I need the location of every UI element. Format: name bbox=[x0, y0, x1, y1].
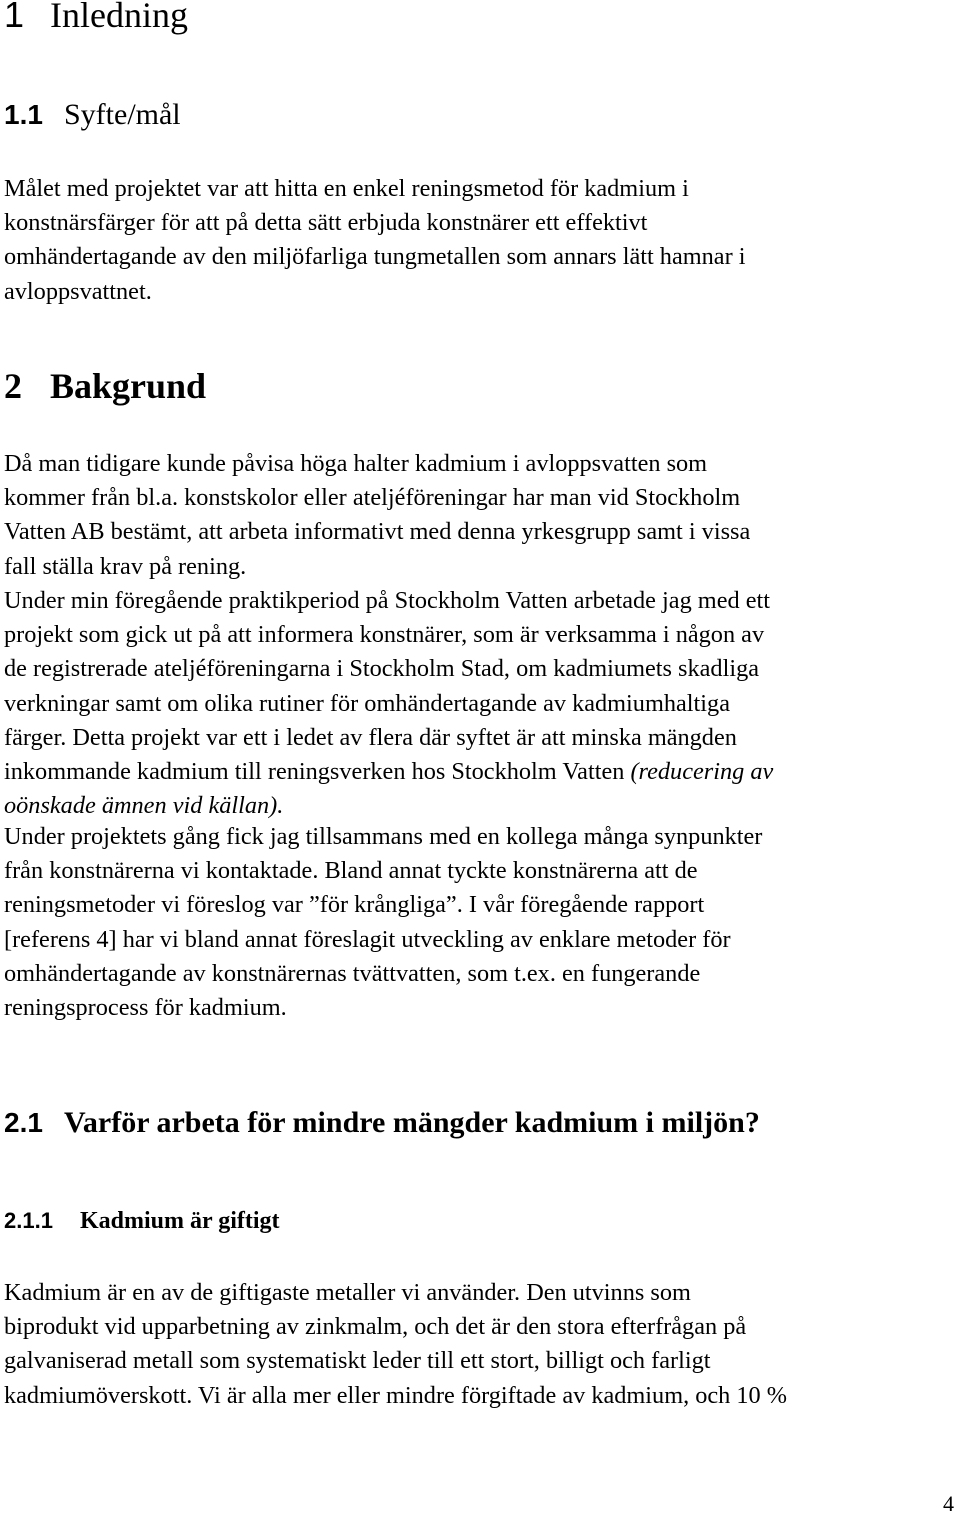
italic-fragment: (reducering av bbox=[630, 758, 774, 786]
text-line: konstnärsfärger för att på detta sätt erbjuda konstnärer ett effektivt bbox=[4, 209, 648, 237]
text-line: projekt som gick ut på att informera konstnärer, som är verksamma i någon av bbox=[4, 621, 765, 649]
text-line: kommer från bl.a. konstskolor eller ateljéföreningar har man vid Stockholm bbox=[4, 484, 741, 512]
paragraph-bakgrund-2 bbox=[4, 584, 959, 823]
section-title: Kadmium är giftigt bbox=[80, 1208, 280, 1234]
section-title: Bakgrund bbox=[50, 366, 207, 406]
section-heading-2 bbox=[4, 365, 206, 407]
text-line: oönskade ämnen vid källan). bbox=[4, 792, 284, 820]
section-heading-2-1 bbox=[4, 1106, 760, 1140]
section-heading-1-1 bbox=[4, 98, 181, 132]
text-line: [referens 4] har vi bland annat föreslagit utveckling av enklare metoder för bbox=[4, 925, 731, 953]
section-number: 1.1 bbox=[4, 99, 43, 130]
section-heading-1 bbox=[4, 0, 188, 36]
text-line: galvaniserad metall som systematiskt leder till ett stort, billigt och farligt bbox=[4, 1347, 711, 1375]
paragraph-kadmium bbox=[4, 1276, 959, 1413]
text-line: Vatten AB bestämt, att arbeta informativt med denna yrkesgrupp samt i vissa bbox=[4, 518, 751, 546]
text-line: kadmiumöverskott. Vi är alla mer eller mindre förgiftade av kadmium, och 10 % bbox=[4, 1381, 788, 1409]
section-number: 2 bbox=[4, 366, 22, 406]
section-number: 1 bbox=[4, 0, 25, 35]
text-line: omhändertagande av den miljöfarliga tungmetallen som annars lätt hamnar i bbox=[4, 243, 746, 271]
section-title: Syfte/mål bbox=[64, 98, 181, 131]
section-number: 2.1.1 bbox=[4, 1208, 53, 1233]
section-title: Inledning bbox=[50, 0, 188, 35]
text-line: reningsprocess för kadmium. bbox=[4, 994, 287, 1022]
text-line: Under min föregående praktikperiod på Stockholm Vatten arbetade jag med ett bbox=[4, 587, 770, 614]
text-line: Kadmium är en av de giftigaste metaller vi använder. Den utvinns som bbox=[4, 1279, 691, 1306]
text-line: omhändertagande av konstnärernas tvättvatten, som t.ex. en fungerande bbox=[4, 959, 701, 987]
text-line: verkningar samt om olika rutiner för omhändertagande av kadmiumhaltiga bbox=[4, 689, 730, 717]
section-heading-2-1-1 bbox=[4, 1208, 280, 1235]
text-line: biprodukt vid upparbetning av zinkmalm, och det är den stora efterfrågan på bbox=[4, 1313, 747, 1341]
text-line: avloppsvattnet. bbox=[4, 277, 152, 305]
paragraph-bakgrund-3 bbox=[4, 820, 959, 1025]
text-line: Under projektets gång fick jag tillsammans med en kollega många synpunkter bbox=[4, 823, 763, 850]
page-number: 4 bbox=[943, 1491, 954, 1516]
section-title: Varför arbeta för mindre mängder kadmium i miljön? bbox=[64, 1106, 760, 1139]
section-number: 2.1 bbox=[4, 1107, 43, 1138]
text-line: färger. Detta projekt var ett i ledet av flera där syftet är att minska mängden bbox=[4, 723, 737, 751]
text-fragment: inkommande kadmium till reningsverken hos Stockholm Vatten bbox=[4, 758, 631, 786]
text-line: Då man tidigare kunde påvisa höga halter kadmium i avloppsvatten som bbox=[4, 450, 708, 477]
text-line: reningsmetoder vi föreslog var ”för krångliga”. I vår föregående rapport bbox=[4, 891, 705, 919]
paragraph-syfte bbox=[4, 172, 959, 309]
text-line bbox=[4, 755, 959, 789]
text-line: fall ställa krav på rening. bbox=[4, 552, 247, 580]
text-line: de registrerade ateljéföreningarna i Stockholm Stad, om kadmiumets skadliga bbox=[4, 655, 760, 683]
paragraph-bakgrund-1 bbox=[4, 447, 959, 584]
text-line: från konstnärerna vi kontaktade. Bland annat tyckte konstnärerna att de bbox=[4, 857, 698, 885]
text-line: Målet med projektet var att hitta en enkel reningsmetod för kadmium i bbox=[4, 175, 689, 202]
